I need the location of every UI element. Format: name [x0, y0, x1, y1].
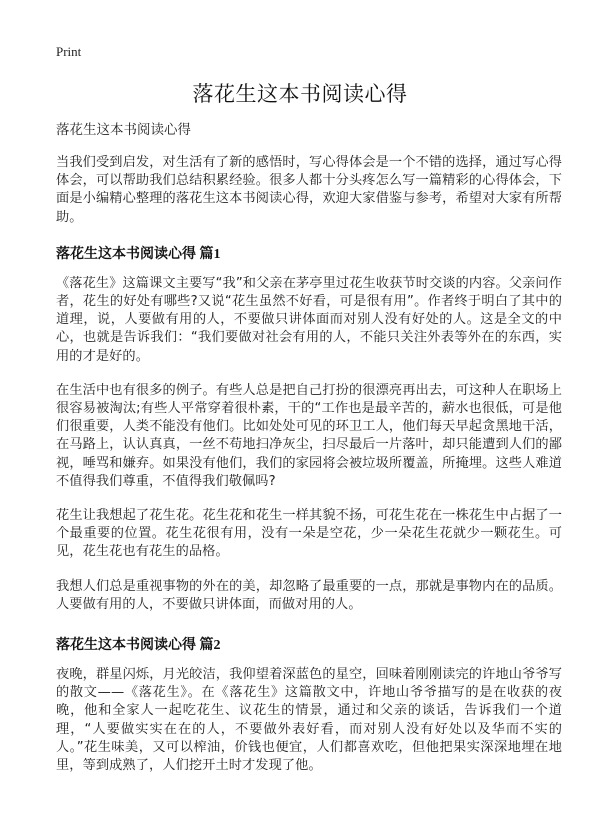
section-2-paragraph-1: 夜晚，群星闪烁，月光皎洁，我仰望着深蓝色的星空，回味着刚刚读完的许地山爷爷写的散文——《落花生》。在《落花生》这篇散文中，许地山爷爷描写的是在收获的夜晚，他和全家人一起吃花生、议花生的情景，通过和父亲的谈话，告诉我们一个道理，“人要做实实在在的人，不要做外表好看，而对别人没有好处以及华而不实的人。”花生味美，又可以榨油，价钱也便宜，人们都喜欢吃，但他把果实深深地埋在地里，等到成熟了，人们挖开土时才发现了他。: [56, 667, 562, 774]
article-body: [56, 120, 562, 791]
intro-paragraph: 当我们受到启发，对生活有了新的感悟时，写心得体会是一个不错的选择，通过写心得体会，可以帮助我们总结积累经验。很多人都十分头疼怎么写一篇精彩的心得体会，下面是小编精心整理的落花生这本书阅读心得，欢迎大家借鉴与参考，希望对大家有所帮助。: [56, 155, 562, 225]
article-subtitle: 落花生这本书阅读心得: [56, 122, 191, 138]
section-1-paragraph-4: 我想人们总是重视事物的外在的美，却忽略了最重要的一点，那就是事物内在的品质。人要做有用的人，不要做只讲体面，而做对用的人。: [56, 578, 562, 612]
section-heading-2: 落花生这本书阅读心得 篇2: [56, 638, 221, 654]
page-title: 落花生这本书阅读心得: [192, 82, 408, 106]
section-heading-1: 落花生这本书阅读心得 篇1: [56, 246, 221, 262]
section-1-paragraph-3: 花生让我想起了花生花。花生花和花生一样其貌不扬，可花生花在一株花生中占据了一个最重要的位置。花生花很有用，没有一朵是空花，少一朵花生花就少一颗花生。可见，花生花也有花生的品格。: [56, 508, 562, 560]
section-1-paragraph-2: 在生活中也有很多的例子。有些人总是把自己打扮的很漂亮再出去，可这种人在职场上很容易被淘汰;有些人平常穿着很朴素，干的“工作也是最辛苦的，薪水也很低，可是他们很重要，人类不能没有他们。比如处处可见的环卫工人，他们每天早起贪黑地干活，在马路上，认认真真，一丝不苟地扫净灰尘，扫尽最后一片落叶，却只能遭到人们的鄙视，唾骂和嫌弃。如果没有他们，我们的家园将会被垃圾所覆盖，所掩埋。这些人难道不值得我们尊重，不值得我们敬佩吗?: [56, 382, 562, 489]
section-1-paragraph-1: 《落花生》这篇课文主要写“我”和父亲在茅亭里过花生收获节时交谈的内容。父亲问作者，花生的好处有哪些?又说“花生虽然不好看，可是很有用”。作者终于明白了其中的道理，说，人要做有用的人，不要做只讲体面而对别人没有好处的人。这是全文的中心，也就是告诉我们：“我们要做对社会有用的人，不能只关注外表等外在的东西，实用的才是好的。: [56, 275, 562, 364]
print-link[interactable]: Print: [56, 44, 82, 59]
